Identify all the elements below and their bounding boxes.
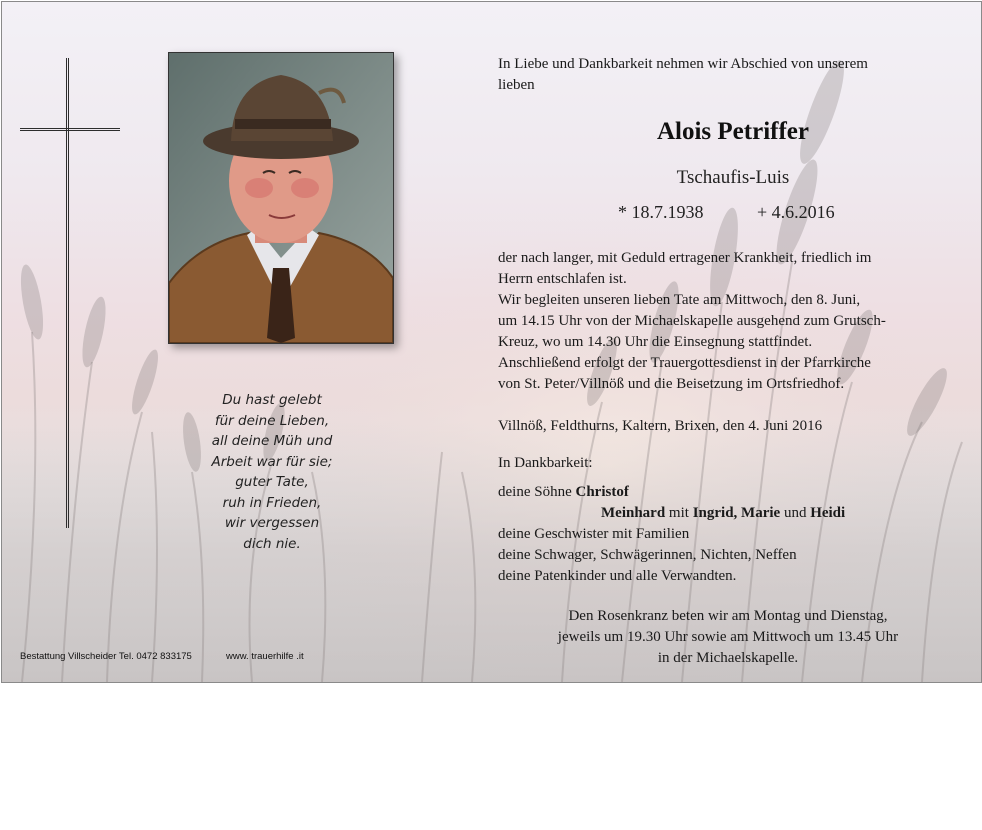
thanks-heading: In Dankbarkeit: [498, 455, 593, 471]
intro-line: lieben [498, 77, 535, 93]
rosary-line: in der Michaelskapelle. [657, 650, 799, 666]
family-line: deine Patenkinder und alle Verwandten. [498, 568, 737, 584]
rosary-line: jeweils um 19.30 Uhr sowie am Mittwoch um 13.45 Uhr [557, 629, 899, 645]
connector: mit [665, 505, 693, 521]
grandchild-name: Marie [741, 505, 781, 521]
body-line: Kreuz, wo um 14.30 Uhr die Einsegnung stattfindet. [498, 334, 813, 350]
connector: und [780, 505, 811, 521]
memorial-poem [182, 390, 362, 554]
body-line: um 14.15 Uhr von der Michaelskapelle ausgehend zum Grutsch- [498, 313, 886, 329]
intro-text [498, 54, 948, 96]
birth-date: * 18.7.1938 [618, 202, 704, 222]
obituary-card [1, 1, 982, 683]
rosary-notice [498, 606, 958, 669]
place-and-date: Villnöß, Feldthurns, Kaltern, Brixen, den 4. Juni 2016 [498, 418, 823, 434]
body-line: der nach langer, mit Geduld ertragener Krankheit, friedlich im [498, 250, 872, 266]
poem-line: Arbeit war für sie; [211, 453, 333, 470]
undertaker-contact: Bestattung Villscheider Tel. 0472 833175 [20, 651, 192, 662]
deceased-nickname: Tschaufis-Luis [676, 167, 790, 188]
family-list [498, 482, 948, 587]
announcement-body [498, 248, 948, 395]
body-line: Herrn entschlafen ist. [498, 271, 627, 287]
poem-line: Du hast gelebt [222, 392, 322, 408]
poem-line: wir vergessen [224, 515, 320, 531]
grandchild-name: Ingrid, [692, 505, 738, 521]
death-date: + 4.6.2016 [757, 202, 835, 222]
family-line: deine Schwager, Schwägerinnen, Nichten, Neffen [498, 547, 797, 563]
son-name: Christof [575, 484, 629, 500]
body-line: Wir begleiten unseren lieben Tate am Mittwoch, den 8. Juni, [498, 292, 861, 308]
deceased-name: Alois Petriffer [656, 118, 809, 145]
website-link[interactable]: www. trauerhilfe .it [226, 651, 304, 662]
poem-line: guter Tate, [235, 474, 309, 490]
sons-prefix: deine Söhne [498, 484, 576, 500]
intro-line: In Liebe und Dankbarkeit nehmen wir Abschied von unserem [498, 56, 868, 72]
body-line: Anschließend erfolgt der Trauergottesdienst in der Pfarrkirche [498, 355, 871, 371]
family-sons-second [498, 503, 948, 524]
family-line: deine Geschwister mit Familien [498, 526, 690, 542]
poem-line: ruh in Frieden, [222, 494, 322, 511]
poem-line: all deine Müh und [211, 433, 333, 449]
portrait-photo [168, 52, 394, 344]
poem-line: dich nie. [243, 535, 301, 552]
family-sons [498, 482, 948, 503]
son-name: Meinhard [601, 505, 666, 521]
rosary-line: Den Rosenkranz beten wir am Montag und Dienstag, [568, 608, 888, 624]
poem-line: für deine Lieben, [214, 412, 330, 429]
grandchild-name: Heidi [810, 505, 846, 521]
body-line: von St. Peter/Villnöß und die Beisetzung im Ortsfriedhof. [498, 376, 845, 392]
